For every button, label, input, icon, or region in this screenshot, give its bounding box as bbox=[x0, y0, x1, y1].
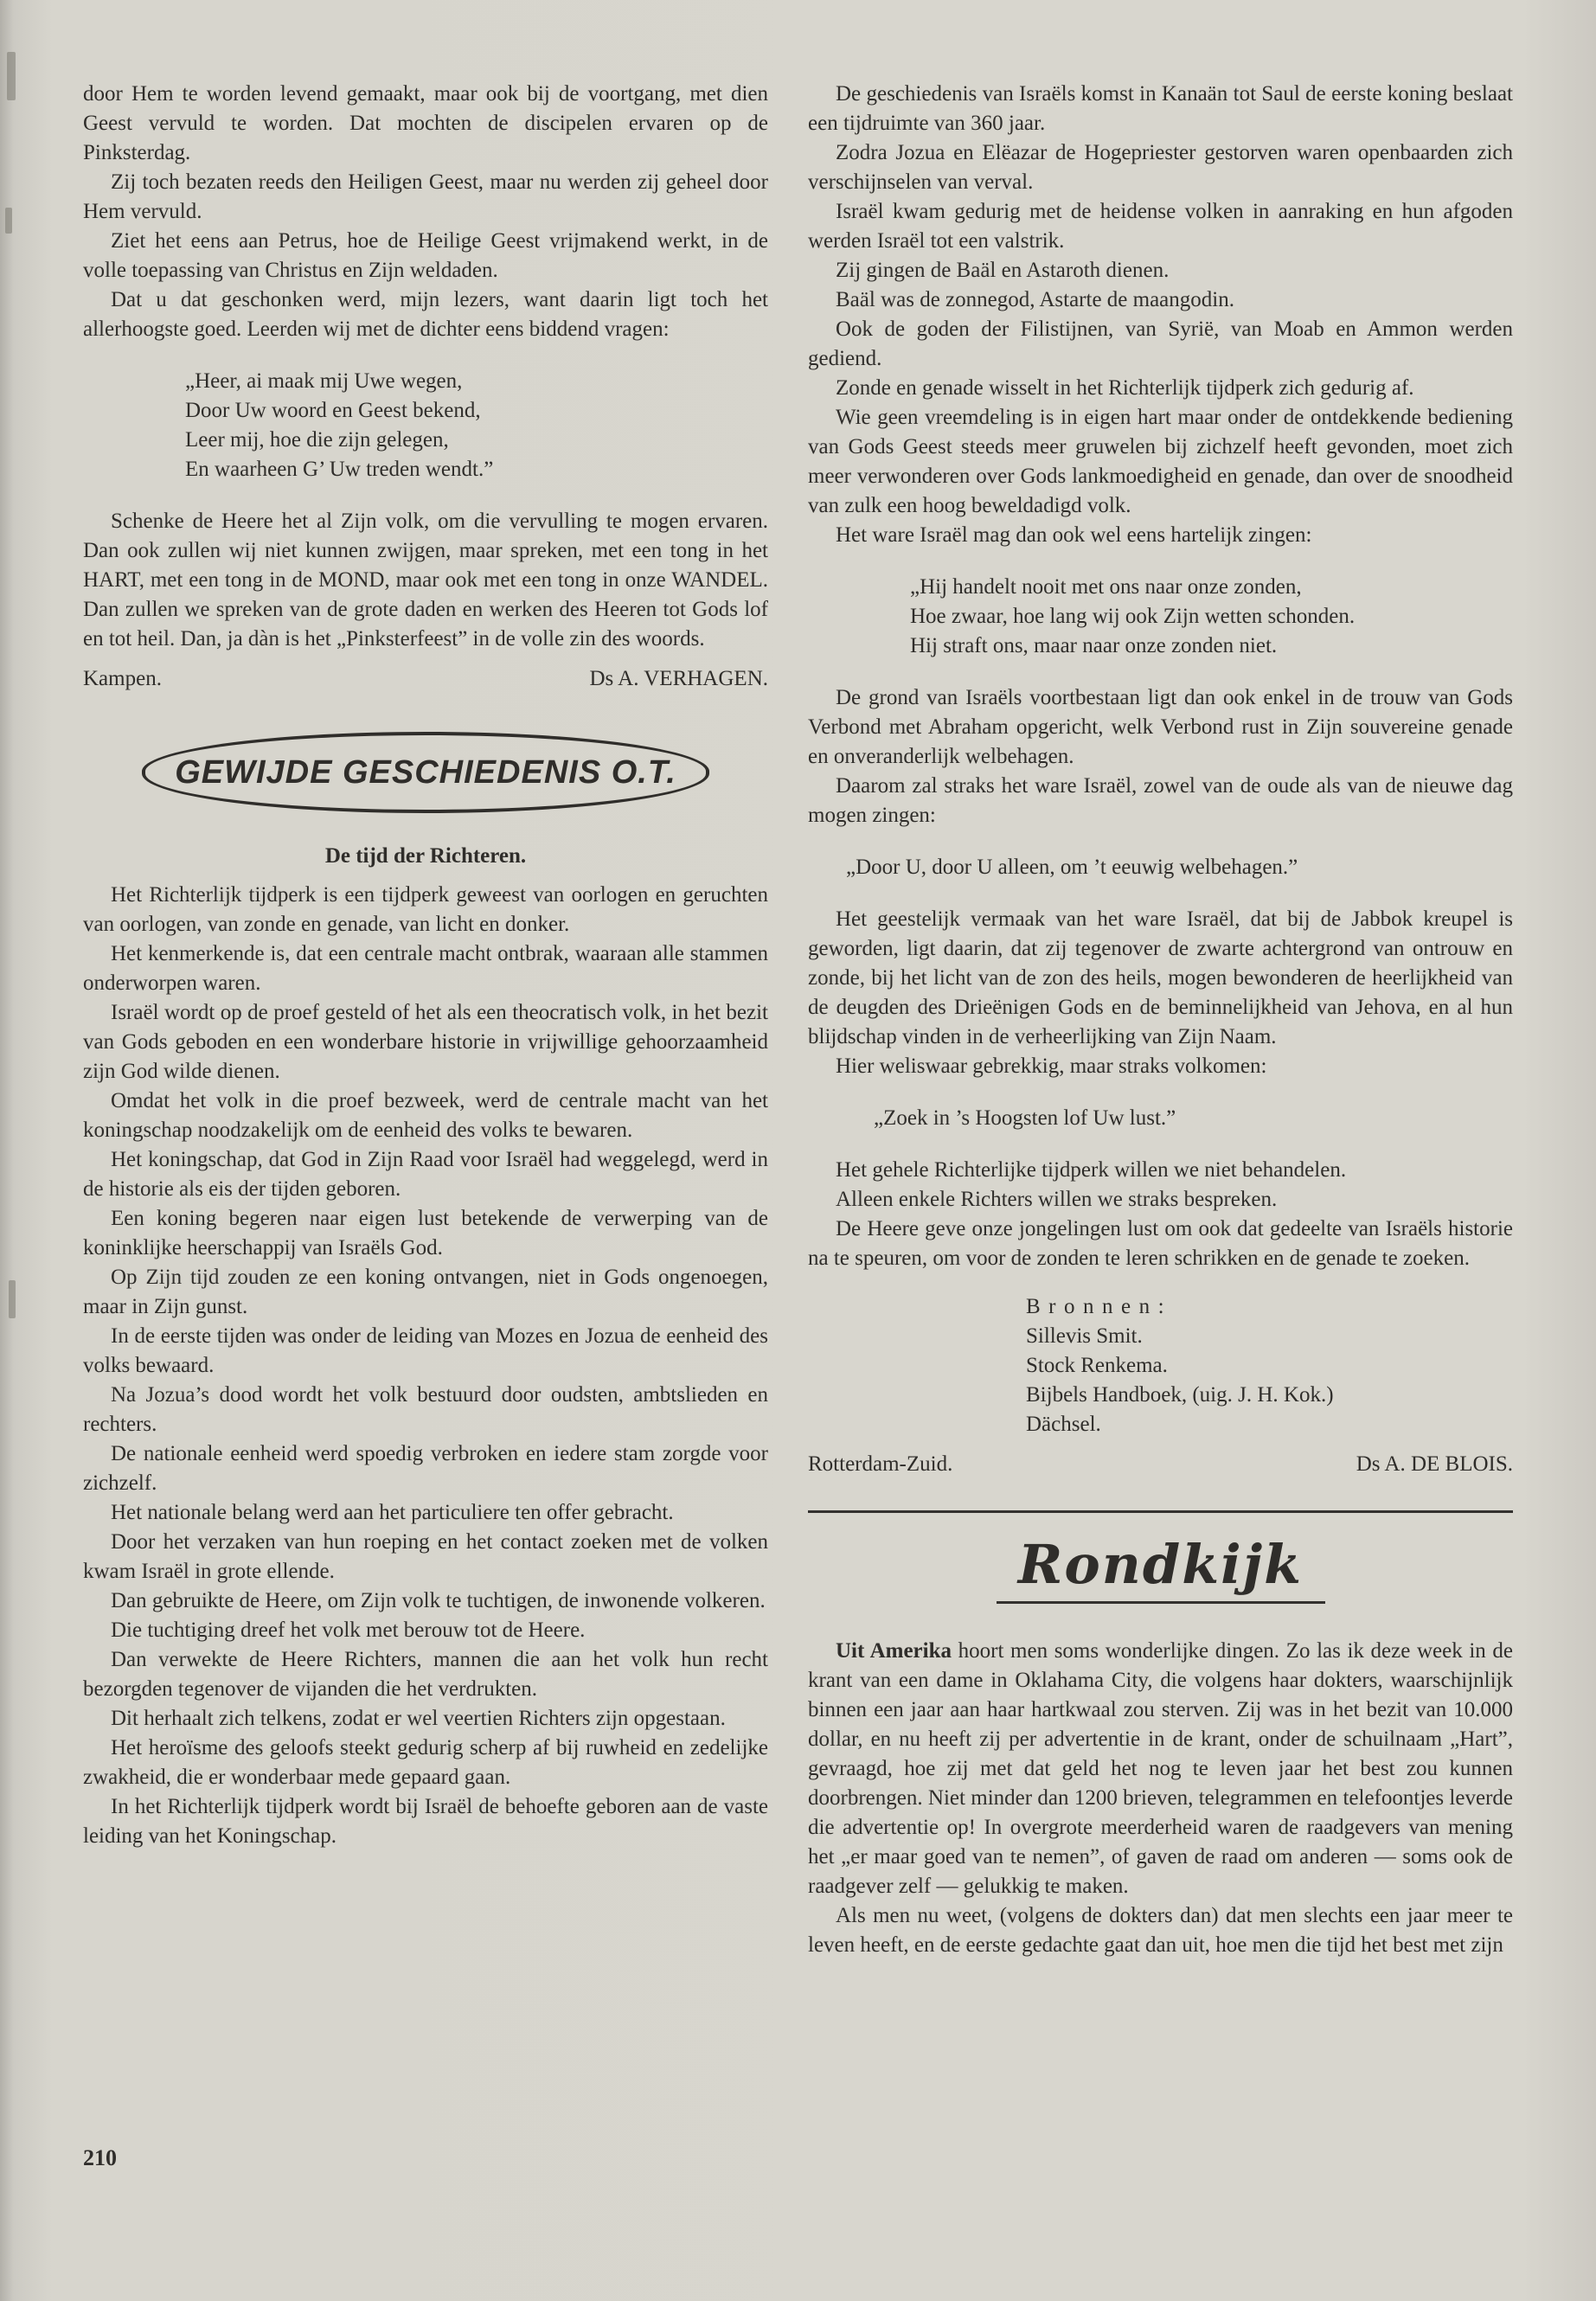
paragraph: Zodra Jozua en Elëazar de Hogepriester gestorven waren openbaarden zich verschijnselen van verval. bbox=[808, 141, 1513, 194]
paragraph: Alleen enkele Richters willen we straks bespreken. bbox=[836, 1188, 1278, 1211]
paragraph: Daarom zal straks het ware Israël, zowel van de oude als van de nieuwe dag mogen zingen: bbox=[808, 774, 1513, 827]
paragraph: Zij gingen de Baäl en Astaroth dienen. bbox=[836, 259, 1170, 282]
section-divider bbox=[808, 1510, 1513, 1513]
section-title: GEWIJDE GESCHIEDENIS O.T. bbox=[175, 753, 676, 791]
section-heading-box bbox=[142, 732, 709, 813]
paragraph: Het ware Israël mag dan ook wel eens hartelijk zingen: bbox=[836, 523, 1312, 547]
scan-artifact bbox=[9, 1280, 16, 1318]
poem-line: En waarheen G’ Uw treden wendt.” bbox=[185, 458, 494, 481]
paragraph: Die tuchtiging dreef het volk met berouw tot de Heere. bbox=[111, 1618, 586, 1642]
poem-line: Leer mij, hoe die zijn gelegen, bbox=[185, 428, 449, 452]
paragraph-rest: hoort men soms wonderlijke dingen. Zo las ik deze week in de krant van een dame in Oklahama City, die volgens haar dokters, waarschijnlijk binnen een jaar aan haar hartkwaal zou sterven. Zij was in het bezit van 10.000 dollar, en nu heeft zij per advertentie in de krant, onder de schuilnaam „Hart”, gevraagd, hoe zij met dat geld het nog te leven jaar het best zou kunnen doorbrengen. Niet minder dan 1200 brieven, telegrammen en telefoontjes leverde die advertentie op! In overgrote meerderheid waren de raadgevers van mening het „er maar goed van te nemen”, of gaven de raad om anderen — soms ook de raadgever zelf — gelukkig te maken. bbox=[808, 1639, 1513, 1898]
paragraph: Israël wordt op de proef gesteld of het als een theocratisch volk, in het bezit van Gods geboden en een wonderbare historie in vrijwillige gehoorzaamheid zijn God wilde dienen. bbox=[83, 1001, 768, 1083]
paragraph: De nationale eenheid werd spoedig verbroken en iedere stam zorgde voor zichzelf. bbox=[83, 1442, 768, 1495]
sources-label: Bronnen: bbox=[1026, 1295, 1173, 1318]
paragraph: Het nationale belang werd aan het particuliere ten offer gebracht. bbox=[111, 1501, 674, 1524]
paragraph: In de eerste tijden was onder de leiding van Mozes en Jozua de eenheid des volks bewaard. bbox=[83, 1324, 768, 1377]
sources-list bbox=[1026, 1292, 1513, 1439]
paragraph: Dat u dat geschonken werd, mijn lezers, want daarin ligt toch het allerhoogste goed. Leerden wij met de dichter eens biddend vragen: bbox=[83, 288, 768, 341]
left-column bbox=[83, 80, 768, 1960]
right-column bbox=[808, 80, 1513, 1960]
scan-artifact bbox=[5, 208, 12, 234]
page-number: 210 bbox=[83, 2145, 117, 2170]
article-signature bbox=[808, 1450, 1513, 1479]
paragraph: De geschiedenis van Israëls komst in Kanaän tot Saul de eerste koning beslaat een tijdruimte van 360 jaar. bbox=[808, 82, 1513, 135]
paragraph: Ziet het eens aan Petrus, hoe de Heilige Geest vrijmakend werkt, in de volle toepassing van Christus en Zijn weldaden. bbox=[83, 229, 768, 282]
paragraph: Op Zijn tijd zouden ze een koning ontvangen, niet in Gods ongenoegen, maar in Zijn gunst. bbox=[83, 1266, 768, 1318]
signature-author: Ds A. DE BLOIS. bbox=[1356, 1452, 1513, 1476]
paragraph: Het kenmerkende is, dat een centrale macht ontbrak, waaraan alle stammen onderworpen waren. bbox=[83, 942, 768, 995]
paragraph: De grond van Israëls voortbestaan ligt dan ook enkel in de trouw van Gods Verbond met Abraham opgericht, welk Verbond rust in Zijn souvereine genade en onveranderlijk welbehagen. bbox=[808, 686, 1513, 768]
paragraph: Het geestelijk vermaak van het ware Israël, dat bij de Jabbok kreupel is geworden, ligt daarin, dat zij tegenover de zwarte achtergrond van ontrouw en zonde, bij het licht van de zon des heils, mogen bewonderen de heerlijkheid van de deugden des Drieënigen Gods en de beminnelijkheid van Jehova, en al hun blijdschap vinden in de verheerlijking van Zijn Naam. bbox=[808, 907, 1513, 1048]
signature-author: Ds A. VERHAGEN. bbox=[589, 667, 768, 690]
paragraph: Als men nu weet, (volgens de dokters dan) dat men slechts een jaar meer te leven heeft, en de eerste gedachte gaat dan uit, hoe men die tijd het best met zijn bbox=[808, 1904, 1513, 1957]
scripture-quote: „Zoek in ’s Hoogsten lof Uw lust.” bbox=[874, 1106, 1176, 1130]
paragraph: Het heroïsme des geloofs steekt gedurig scherp af bij ruwheid en zedelijke zwakheid, die er wonderbaar mede gepaard gaan. bbox=[83, 1736, 768, 1789]
paragraph-lead: Uit Amerika bbox=[836, 1639, 952, 1663]
source-item: Dächsel. bbox=[1026, 1413, 1101, 1436]
paragraph: Na Jozua’s dood wordt het volk bestuurd door oudsten, ambtslieden en rechters. bbox=[83, 1383, 768, 1436]
paragraph: Israël kwam gedurig met de heidense volken in aanraking en hun afgoden werden Israël tot een valstrik. bbox=[808, 200, 1513, 253]
signature-place: Kampen. bbox=[83, 667, 162, 690]
paragraph: Ook de goden der Filistijnen, van Syrië, van Moab en Ammon werden gediend. bbox=[808, 317, 1513, 370]
paragraph: Dit herhaalt zich telkens, zodat er wel veertien Richters zijn opgestaan. bbox=[111, 1707, 726, 1730]
section-subtitle: De tijd der Richteren. bbox=[324, 844, 527, 868]
paragraph: Omdat het volk in die proef bezweek, werd de centrale macht van het koningschap noodzakelijk om de eenheid des volks te bewaren. bbox=[83, 1089, 768, 1142]
paragraph: Zij toch bezaten reeds den Heiligen Geest, maar nu werden zij geheel door Hem vervuld. bbox=[83, 170, 768, 223]
paragraph: De Heere geve onze jongelingen lust om ook dat gedeelte van Israëls historie na te speuren, om voor de zonden te leren schrikken en de genade te zoeken. bbox=[808, 1217, 1513, 1270]
rondkijk-title: Rondkijk bbox=[1017, 1533, 1304, 1596]
paragraph: Hier weliswaar gebrekkig, maar straks volkomen: bbox=[836, 1054, 1267, 1078]
poem-line: Hoe zwaar, hoe lang wij ook Zijn wetten schonden. bbox=[910, 605, 1356, 628]
paragraph: Het koningschap, dat God in Zijn Raad voor Israël had weggelegd, werd in de historie als eis der tijden geboren. bbox=[83, 1148, 768, 1201]
source-item: Bijbels Handboek, (uig. J. H. Kok.) bbox=[1026, 1383, 1334, 1407]
paragraph: Dan verwekte de Heere Richters, mannen die aan het volk hun recht bezorgden tegenover de vijanden die het verdrukten. bbox=[83, 1648, 768, 1701]
poem-line: „Heer, ai maak mij Uwe wegen, bbox=[185, 369, 463, 393]
paragraph: Baäl was de zonnegod, Astarte de maangodin. bbox=[836, 288, 1234, 311]
paragraph: In het Richterlijk tijdperk wordt bij Israël de behoefte geboren aan de vaste leiding van het Koningschap. bbox=[83, 1795, 768, 1848]
paragraph bbox=[808, 1637, 1513, 1901]
paragraph: Dan gebruikte de Heere, om Zijn volk te tuchtigen, de inwonende volkeren. bbox=[111, 1589, 766, 1612]
hymn-quote bbox=[185, 367, 768, 484]
paragraph: door Hem te worden levend gemaakt, maar ook bij de voortgang, met dien Geest vervuld te worden. Dat mochten de discipelen ervaren op de Pinksterdag. bbox=[83, 82, 768, 164]
hymn-quote bbox=[910, 573, 1513, 661]
scripture-quote: „Door U, door U alleen, om ’t eeuwig welbehagen.” bbox=[846, 856, 1298, 879]
poem-line: Door Uw woord en Geest bekend, bbox=[185, 399, 481, 422]
source-item: Stock Renkema. bbox=[1026, 1354, 1168, 1377]
source-item: Sillevis Smit. bbox=[1026, 1324, 1143, 1348]
paragraph: Het gehele Richterlijke tijdperk willen we niet behandelen. bbox=[836, 1158, 1347, 1182]
paragraph: Schenke de Heere het al Zijn volk, om die vervulling te mogen ervaren. Dan ook zullen wij niet kunnen zwijgen, maar spreken, met een tong in het HART, met een tong in de MOND, maar ook met een tong in onze WANDEL. Dan zullen we spreken van de grote daden en werken des Heeren tot Gods lof en tot heil. Dan, ja dàn is het „Pinksterfeest” in de volle zin des woords. bbox=[83, 510, 768, 651]
poem-line: Hij straft ons, maar naar onze zonden niet. bbox=[910, 634, 1278, 657]
signature-place: Rotterdam-Zuid. bbox=[808, 1452, 953, 1476]
scan-artifact bbox=[7, 52, 16, 100]
paragraph: Door het verzaken van hun roeping en het contact zoeken met de volken kwam Israël in grote ellende. bbox=[83, 1530, 768, 1583]
poem-line: „Hij handelt nooit met ons naar onze zonden, bbox=[910, 575, 1302, 599]
paragraph: Wie geen vreemdeling is in eigen hart maar onder de ontdekkende bediening van Gods Geest steeds meer gruwelen bij zichzelf heeft gevonden, moet zich meer verwonderen over Gods lankmoedigheid en genade, dan over de snoodheid van zulk een hoog beweldadigd volk. bbox=[808, 406, 1513, 517]
article-signature bbox=[83, 664, 768, 694]
title-underline bbox=[997, 1601, 1325, 1604]
paragraph: Het Richterlijk tijdperk is een tijdperk geweest van oorlogen en geruchten van oorlogen, van zonde en genade, van licht en donker. bbox=[83, 883, 768, 936]
paragraph: Een koning begeren naar eigen lust betekende de verwerping van de koninklijke heerschappij van Israëls God. bbox=[83, 1207, 768, 1259]
paragraph: Zonde en genade wisselt in het Richterlijk tijdperk zich gedurig af. bbox=[836, 376, 1414, 400]
